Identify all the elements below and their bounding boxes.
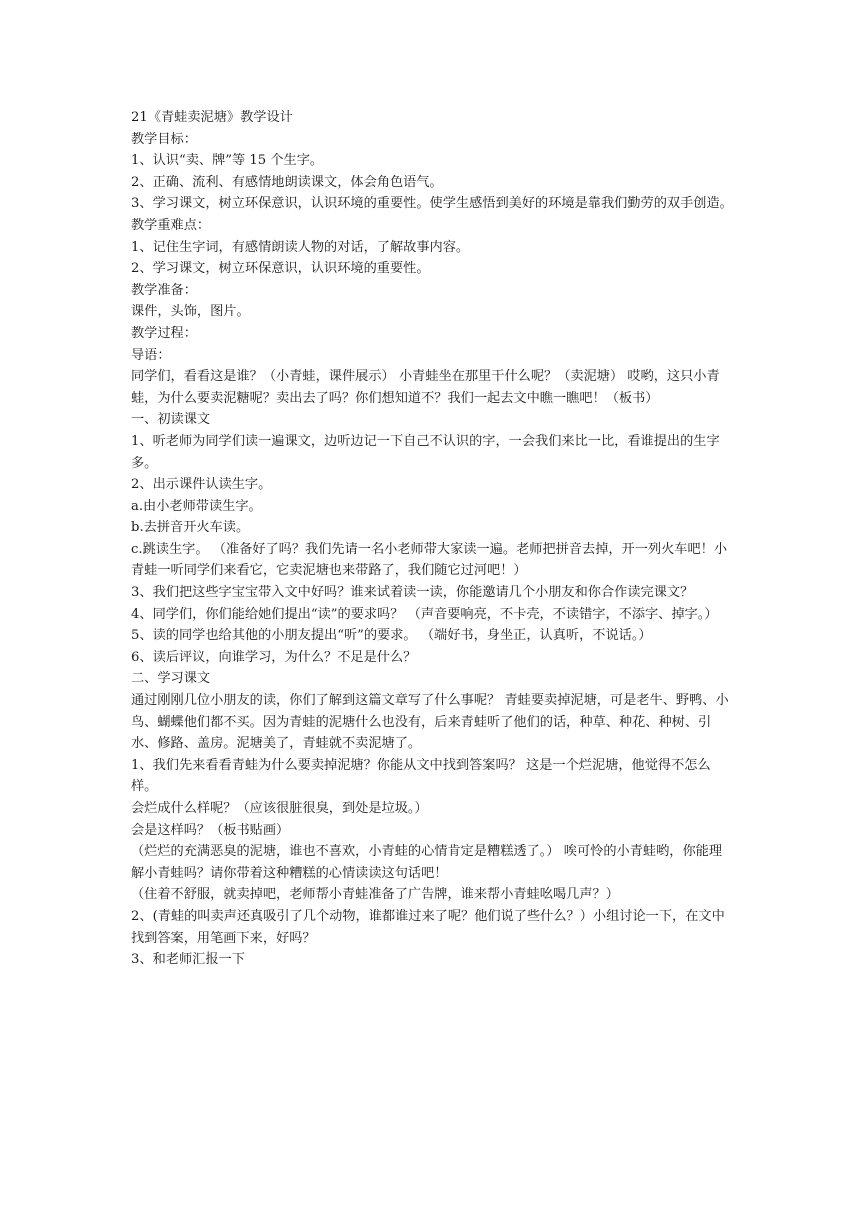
part-two-summary: 通过刚刚几位小朋友的读，你们了解到这篇文章写了什么事呢？ 青蛙要卖掉泥塘，可是老牛、野鸭、小鸟、蝴蝶他们都不买。因为青蛙的泥塘什么也没有，后来青蛙听了他们的话，种草、种花、种树、引水、修路、盖房。泥塘美了，青蛙就不卖泥塘了。 (131, 693, 729, 752)
part-one-item-4: 4、同学们，你们能给她们提出“读”的要求吗？ （声音要响亮，不卡壳，不读错字，不添字、掉字。） (131, 606, 718, 622)
part-one-item-2b: b.去拼音开火车读。 (131, 520, 250, 536)
part-one-item-3: 3、我们把这些字宝宝带入文中好吗？谁来试着读一读，你能邀请几个小朋友和你合作读完课文？ (131, 585, 694, 601)
key-point-item-2: 2、学习课文，树立环保意识，认识环境的重要性。 (131, 261, 430, 277)
document-title: 21《青蛙卖泥塘》教学设计 (131, 110, 293, 125)
part-one-item-1: 1、听老师为同学们读一遍课文，边听边记一下自己不认识的字，一会我们来比一比，看谁提出的生字多。 (131, 433, 720, 471)
part-two-ad-prompt: （住着不舒服，就卖掉吧，老师帮小青蛙准备了广告牌，谁来帮小青蛙吆喝几声？） (131, 887, 619, 903)
section-heading-goals: 教学目标： (131, 131, 197, 147)
goal-item-2: 2、正确、流利、有感情地朗读课文，体会角色语气。 (131, 174, 443, 190)
preparation-text: 课件，头饰，图片。 (131, 304, 250, 320)
document-body (131, 107, 735, 971)
part-two-board-note: 会是这样吗？（板书贴画） (131, 822, 290, 838)
goal-item-1: 1、认识“卖、牌”等 15 个生字。 (131, 153, 324, 169)
part-one-item-2: 2、出示课件认读生字。 (131, 477, 272, 493)
part-two-item-2: 2、(青蛙的叫卖声还真吸引了几个动物，谁都谁过来了呢？他们说了些什么？）小组讨论一下，在文中找到答案，用笔画下来，好吗？ (131, 908, 725, 946)
goal-item-3: 3、学习课文，树立环保意识，认识环境的重要性。使学生感悟到美好的环境是靠我们勤劳的双手创造。 (131, 196, 733, 212)
section-heading-process: 教学过程： (131, 325, 197, 341)
part-two-heading: 二、学习课文 (131, 671, 211, 687)
part-two-question: 会烂成什么样呢？（应该很脏很臭，到处是垃圾。） (131, 801, 428, 816)
key-point-item-1: 1、记住生字词，有感情朗读人物的对话，了解故事内容。 (131, 239, 470, 255)
part-one-heading: 一、初读课文 (131, 412, 211, 428)
intro-heading: 导语： (131, 347, 171, 363)
part-two-item-3: 3、和老师汇报一下 (131, 952, 245, 968)
part-one-item-2a: a.由小老师带读生字。 (131, 498, 262, 514)
part-two-reading-prompt: （烂烂的充满恶臭的泥塘，谁也不喜欢，小青蛙的心情肯定是糟糕透了。） 唉可怜的小青蛙哟，你能理解小青蛙吗？请你带着这种糟糕的心情读读这句话吧！ (131, 844, 723, 881)
part-one-item-5: 5、读的同学也给其他的小朋友提出“听”的要求。 （端好书，身坐正，认真听，不说话。） (131, 628, 652, 644)
part-two-item-1: 1、我们先来看看青蛙为什么要卖掉泥塘？你能从文中找到答案吗？ 这是一个烂泥塘，他觉得不怎么样。 (131, 757, 711, 795)
section-heading-preparation: 教学准备： (131, 282, 197, 298)
intro-paragraph: 同学们，看看这是谁？（小青蛙，课件展示） 小青蛙坐在那里干什么呢？（卖泥塘） 哎哟，这只小青蛙，为什么要卖泥糖呢？卖出去了吗？你们想知道不？我们一起去文中瞧一瞧吧！（板书） (131, 369, 720, 406)
part-one-item-2c: c.跳读生字。 （准备好了吗？我们先请一名小老师带大家读一遍。老师把拼音去掉，开一列火车吧！小青蛙一听同学们来看它，它卖泥塘也来带路了，我们随它过河吧！） (131, 541, 728, 579)
part-one-item-6: 6、读后评议，向谁学习，为什么？不足是什么？ (131, 649, 417, 665)
section-heading-key-points: 教学重难点： (131, 217, 211, 233)
